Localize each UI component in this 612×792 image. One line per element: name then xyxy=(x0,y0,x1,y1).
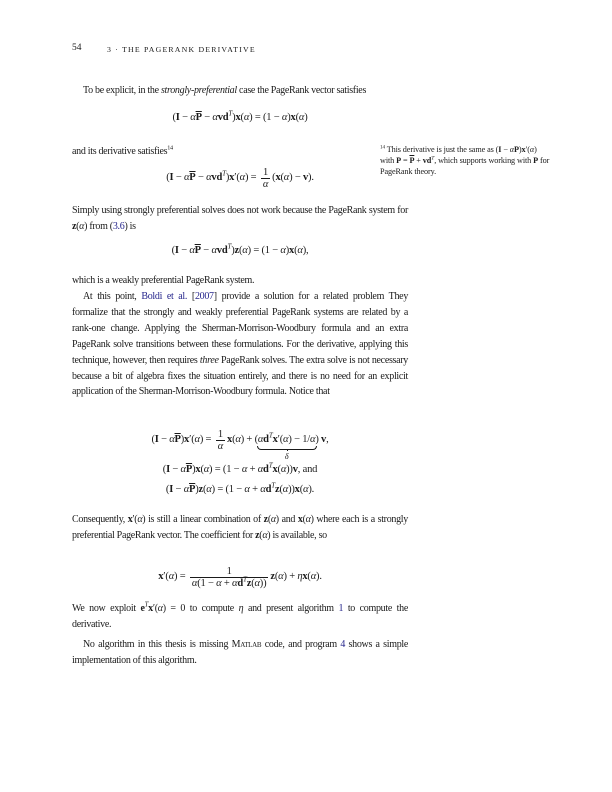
text-run: α xyxy=(297,245,303,256)
text-run: $\overline{P}$ xyxy=(185,464,193,475)
text-run: ) xyxy=(285,245,290,256)
text-run: where each is a strongly preferential PageRank vector. The coefficient for xyxy=(72,514,408,541)
text-run: P xyxy=(533,156,539,165)
text-run: α xyxy=(232,578,238,590)
text-run: 14 xyxy=(167,144,173,152)
text-run: − xyxy=(201,112,213,123)
text-run: + xyxy=(247,464,258,475)
text-run: ) = xyxy=(244,172,259,184)
text-run: x xyxy=(297,514,303,525)
text-run: α xyxy=(183,172,190,184)
text-run: x xyxy=(195,464,201,475)
equation-z-alpha xyxy=(72,481,408,495)
text-run: α xyxy=(194,434,200,446)
equation-z-system xyxy=(72,242,408,256)
text-run: ) xyxy=(304,112,308,123)
text-run: ) xyxy=(315,434,319,446)
text-run: Consequently, xyxy=(72,514,128,525)
text-run: ), xyxy=(302,245,309,256)
text-run: x xyxy=(294,484,300,495)
paragraph-intro xyxy=(72,83,408,99)
text-run: x xyxy=(148,603,153,614)
text-run: ) xyxy=(232,112,236,123)
text-run: η xyxy=(238,603,244,614)
text-run: x xyxy=(275,172,281,184)
equation-x-prime-solution xyxy=(72,566,408,590)
text-run: + xyxy=(221,578,232,590)
text-run: x xyxy=(521,145,526,154)
text-run: $\overline{P}$ xyxy=(174,434,181,446)
text-run: ) = 0 to compute xyxy=(162,603,239,614)
text-run: ) xyxy=(534,145,537,154)
text-run: ( xyxy=(76,220,80,232)
text-run: ( xyxy=(200,464,204,475)
text-run: α xyxy=(169,434,175,446)
text-run: )) xyxy=(286,464,293,475)
text-run: ) xyxy=(518,145,522,154)
text-run: and present algorithm xyxy=(243,603,339,614)
text-run: No algorithm in this thesis is missing xyxy=(83,639,232,650)
equation-x-alpha xyxy=(72,461,408,475)
text-run: α xyxy=(529,145,535,154)
text-run: ′( xyxy=(132,514,138,525)
text-run: α xyxy=(310,434,316,446)
text-run: − xyxy=(173,172,184,184)
text-run: α xyxy=(189,245,195,256)
text-run: α xyxy=(257,464,264,475)
fraction xyxy=(190,566,269,590)
text-run: α xyxy=(180,464,186,475)
text-run: ) = xyxy=(174,571,188,583)
text-run: vd xyxy=(217,112,229,123)
text-run: α xyxy=(203,464,210,475)
text-run: (1 − xyxy=(197,578,217,590)
text-run: T xyxy=(431,155,435,162)
text-run: [ xyxy=(187,291,195,302)
text-run: α xyxy=(191,578,198,590)
text-run: ( xyxy=(274,571,279,583)
text-run: ) xyxy=(195,484,199,495)
text-run: α xyxy=(79,220,85,232)
text-run: ( xyxy=(251,578,255,590)
text-run: − xyxy=(173,484,184,495)
text-run: = (1 − xyxy=(252,112,282,123)
inline-link[interactable]: 1 xyxy=(338,603,344,614)
text-run: Simply using strongly preferential solves does not work because the PageRank system for xyxy=(72,205,408,216)
text-run: z xyxy=(270,571,275,583)
text-run: $\overline{P}$ xyxy=(189,484,196,495)
text-run: with xyxy=(380,156,397,165)
text-run: − xyxy=(200,245,212,256)
text-run: T xyxy=(268,431,273,440)
text-run: α xyxy=(270,514,276,525)
text-run: α xyxy=(137,514,143,525)
text-run: case the PageRank vector satisfies xyxy=(236,85,367,96)
text-run: ( xyxy=(302,514,306,525)
text-run: I xyxy=(166,464,170,475)
text-run: α xyxy=(283,172,290,184)
text-run: T xyxy=(268,461,273,470)
text-run: ( xyxy=(202,484,207,495)
fraction xyxy=(216,429,225,453)
text-run: α xyxy=(217,441,224,453)
inline-link[interactable]: 3.6 xyxy=(112,220,125,232)
text-run: ( xyxy=(277,464,281,475)
text-run: α xyxy=(260,484,266,495)
text-run: 1 xyxy=(226,566,232,577)
text-run: PageRank solves. The extra solve is not necessary because a bit of algebra fixes the situation entirely, and there is no need for an explicit application of the Sherman-Morrison-Woodbury formula. Notice that xyxy=(72,354,409,398)
text-run: d xyxy=(265,484,272,495)
text-run: α xyxy=(282,484,289,495)
text-run: + xyxy=(414,156,423,165)
underbrace-icon xyxy=(257,446,317,450)
text-run: ( xyxy=(307,571,311,583)
paragraph-simply xyxy=(72,203,408,235)
running-header: 3 · THE PAGERANK DERIVATIVE xyxy=(107,44,256,54)
text-run: α xyxy=(241,464,248,475)
text-run: I xyxy=(169,172,174,184)
text-run: ( xyxy=(240,112,244,123)
page-number: 54 xyxy=(72,43,82,53)
text-run: I xyxy=(174,245,179,256)
text-run: v xyxy=(292,464,298,475)
text-run: ). xyxy=(308,172,314,184)
text-run: x xyxy=(290,112,296,123)
text-run: α xyxy=(244,484,250,495)
text-run: ) xyxy=(180,434,185,446)
text-run: and xyxy=(278,514,298,525)
text-run: ] provide a solution for a related problem They formalize that the strongly and weakly preferential PageRank systems are related by a rank-one change. Applying the Sherman-Morrison-Woodbury formula and an extra PageRank solve transitions between these formulations. For the derivative, applying this technique, however, then requires xyxy=(72,291,409,366)
text-run: − xyxy=(169,464,181,475)
text-run: α xyxy=(298,112,305,123)
text-run: α xyxy=(183,484,189,495)
inline-link[interactable]: Boldi et al. xyxy=(141,291,188,302)
text-run: + xyxy=(249,484,261,495)
text-run: from ( xyxy=(87,220,113,232)
text-run: α xyxy=(157,603,163,614)
text-run: α xyxy=(310,571,317,583)
text-run: α xyxy=(206,172,212,184)
text-run: shows a simple implementation of this algorithm. xyxy=(72,639,409,666)
text-run: )) xyxy=(259,578,267,590)
text-run: 1 xyxy=(217,429,223,440)
text-run: I xyxy=(175,112,180,123)
text-run: vd xyxy=(211,172,223,184)
text-run: is still a linear combination of xyxy=(145,514,264,525)
text-run: 14 xyxy=(380,144,385,151)
text-run: x xyxy=(158,571,164,583)
inline-link[interactable]: 4 xyxy=(340,639,346,650)
fraction xyxy=(261,167,270,191)
text-run: vd xyxy=(422,156,432,165)
text-run: α xyxy=(235,434,241,446)
text-run: vd xyxy=(216,245,228,256)
text-run: α xyxy=(262,179,269,191)
text-run: ) xyxy=(310,514,314,525)
text-run: α xyxy=(257,434,264,446)
text-run: ) xyxy=(225,172,230,184)
text-run: d xyxy=(263,464,269,475)
text-run: α xyxy=(168,571,174,583)
text-run: $\overline{P}$ xyxy=(409,156,415,165)
text-run: ) = (1 − xyxy=(209,464,242,475)
text-run: To be explicit, in the xyxy=(83,85,161,96)
text-run: to compute the derivative. xyxy=(72,603,408,630)
text-run: T xyxy=(227,242,232,251)
text-run: This derivative is just the same as ( xyxy=(384,145,499,154)
text-run: z xyxy=(275,484,280,495)
text-run: ) xyxy=(267,529,271,541)
text-run: ( xyxy=(162,464,167,475)
text-run: α xyxy=(254,578,260,590)
text-run: z xyxy=(234,245,239,256)
equation-underbrace-delta xyxy=(72,429,408,462)
text-run: ) xyxy=(84,220,88,232)
text-run: x xyxy=(184,434,190,446)
text-run: x xyxy=(272,464,278,475)
text-run: , xyxy=(326,434,329,446)
text-run: ( xyxy=(171,245,175,256)
text-run: ( xyxy=(267,514,271,525)
text-run: α xyxy=(283,434,289,446)
text-run: = xyxy=(401,156,410,165)
text-run: ( xyxy=(259,529,263,541)
text-run: z xyxy=(72,220,77,232)
text-run: T xyxy=(222,169,226,178)
text-run: δ xyxy=(284,452,289,462)
equation-strong-derivative xyxy=(72,167,408,191)
text-run: I xyxy=(154,434,159,446)
text-run: e xyxy=(140,603,145,614)
text-run: is available, so xyxy=(270,529,327,541)
underbrace-label xyxy=(255,452,319,461)
text-run: − xyxy=(179,112,191,123)
text-run: ( xyxy=(272,172,276,184)
text-run: P xyxy=(514,145,519,154)
text-run: ) xyxy=(249,112,253,123)
text-run: α xyxy=(212,112,218,123)
text-run: v xyxy=(302,172,309,184)
text-run: z xyxy=(198,484,203,495)
text-run: α xyxy=(211,245,217,256)
text-run: ( xyxy=(232,434,236,446)
text-run: ) xyxy=(192,464,196,475)
text-run: and its derivative satisfies xyxy=(72,146,168,157)
text-run: strongly-preferential xyxy=(160,85,237,96)
text-run: ′( xyxy=(234,172,240,184)
text-run: α xyxy=(190,112,196,123)
text-run: At this point, xyxy=(83,291,142,302)
text-run: ) is xyxy=(124,220,136,232)
text-run: ( xyxy=(151,434,155,446)
text-run: ) − 1/ xyxy=(288,434,310,446)
text-run: for PageRank theory. xyxy=(380,156,550,176)
text-run: z xyxy=(263,514,268,525)
paragraph-matlab xyxy=(72,637,408,669)
text-run: α xyxy=(281,112,288,123)
paragraph-derivative xyxy=(72,144,408,160)
text-run: α xyxy=(278,571,284,583)
text-run: ( xyxy=(294,245,298,256)
text-run: ) xyxy=(231,245,235,256)
text-run: x xyxy=(302,571,308,583)
text-run: α xyxy=(280,245,286,256)
text-run: x xyxy=(272,434,278,446)
text-run: − xyxy=(195,172,207,184)
text-run: code, and program xyxy=(261,639,341,650)
text-run: α xyxy=(216,578,222,590)
text-run: ). xyxy=(308,484,315,495)
text-run: which is a weakly preferential PageRank system. xyxy=(72,275,255,286)
text-run: ) + xyxy=(283,571,298,583)
text-run: ( xyxy=(166,172,170,184)
text-run: α xyxy=(509,145,514,154)
text-run: α xyxy=(262,529,268,541)
text-run: ) + xyxy=(240,434,255,446)
text-run: − xyxy=(178,245,190,256)
text-run: ) xyxy=(287,112,291,123)
text-run: ( xyxy=(280,172,284,184)
text-run: Matlab xyxy=(231,639,262,650)
inline-link[interactable]: 2007 xyxy=(194,291,214,302)
text-run: x xyxy=(229,172,235,184)
paragraph-boldi xyxy=(72,289,408,400)
text-run: P xyxy=(396,156,402,165)
text-run: α xyxy=(280,464,287,475)
text-run: $\overline{P}$ xyxy=(195,112,202,123)
text-run: $\overline{P}$ xyxy=(194,245,201,256)
text-run: x xyxy=(127,514,133,525)
text-run: ′( xyxy=(163,571,169,583)
paragraph-exploit xyxy=(72,601,408,633)
sidenote-14 xyxy=(380,144,552,177)
text-run: − xyxy=(158,434,170,446)
text-run: ( xyxy=(295,112,299,123)
text-run: ) = (1 − xyxy=(247,245,281,256)
text-run: ′( xyxy=(152,603,158,614)
text-run: α xyxy=(242,245,248,256)
text-run: T xyxy=(271,481,275,490)
text-run: ′( xyxy=(525,145,530,154)
text-run: x xyxy=(227,434,233,446)
text-run: T xyxy=(144,601,149,609)
text-run: α xyxy=(305,514,311,525)
text-run: z xyxy=(246,578,252,590)
text-run: d xyxy=(237,578,243,590)
text-run: α xyxy=(303,484,309,495)
text-run: ′( xyxy=(189,434,195,446)
text-run: ) = xyxy=(199,434,214,446)
text-run: v xyxy=(321,434,327,446)
paragraph-weakly xyxy=(72,273,408,289)
text-run: three xyxy=(199,354,219,366)
text-run: ( xyxy=(165,484,170,495)
text-run: ) = (1 − xyxy=(211,484,245,495)
text-run: 1 xyxy=(262,167,269,178)
text-run: $\overline{P}$ xyxy=(189,172,196,184)
text-run: α xyxy=(206,484,212,495)
text-run: ) − xyxy=(289,172,303,184)
text-run: α xyxy=(243,112,250,123)
text-run: x xyxy=(235,112,241,123)
text-run: x xyxy=(289,245,295,256)
text-run: ( xyxy=(279,484,283,495)
text-run: ( xyxy=(299,484,304,495)
text-run: ) xyxy=(275,514,279,525)
text-run: I xyxy=(169,484,174,495)
text-run: ). xyxy=(316,571,322,583)
text-run: ( xyxy=(239,245,243,256)
text-run: ′( xyxy=(277,434,284,446)
text-run: η xyxy=(297,571,303,583)
paragraph-consequently xyxy=(72,512,408,544)
text-run: d xyxy=(263,434,269,446)
text-run: , which supports working with xyxy=(434,156,534,165)
text-run: ) xyxy=(142,514,146,525)
text-run: z xyxy=(255,529,260,541)
equation-strong-pagerank xyxy=(72,109,408,123)
underbrace-group xyxy=(254,431,319,462)
text-run: ( xyxy=(254,434,258,446)
text-run: ( xyxy=(172,112,176,123)
text-run: − xyxy=(501,145,510,154)
text-run: , and xyxy=(297,464,318,475)
text-run: We now exploit xyxy=(72,603,141,614)
text-run: T xyxy=(228,109,233,118)
text-run: T xyxy=(242,575,247,584)
text-run: α xyxy=(239,172,245,184)
text-run: )) xyxy=(288,484,295,495)
text-run: I xyxy=(498,145,502,154)
